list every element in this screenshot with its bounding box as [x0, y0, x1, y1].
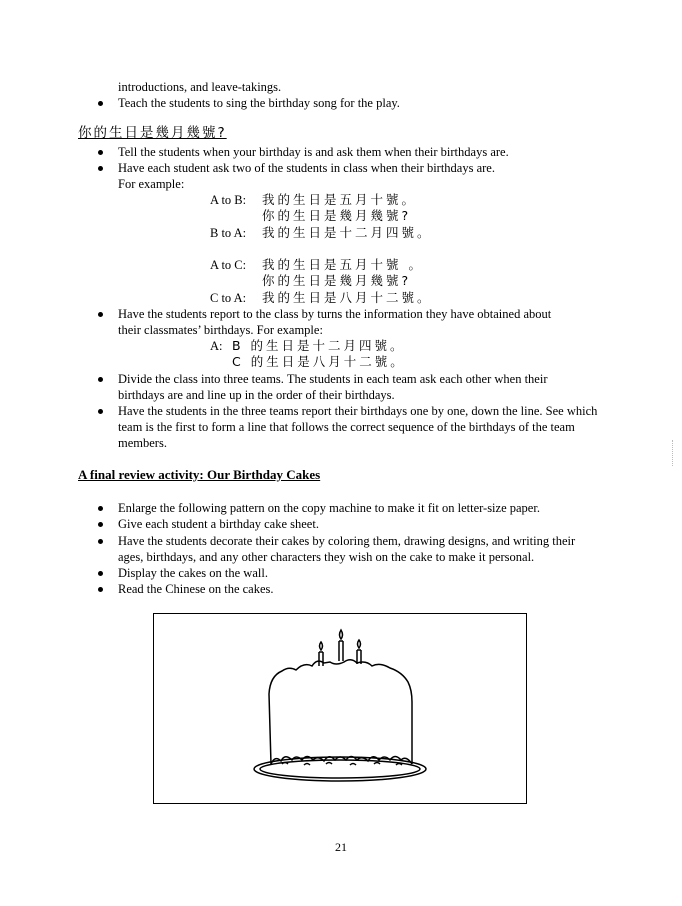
dialog-line: C 的生日是八月十二號。: [232, 354, 406, 369]
dialog-speaker: A:: [210, 339, 223, 353]
dialog-speaker: A to C:: [210, 258, 247, 272]
bullet-icon: [98, 150, 103, 155]
margin-mark: [672, 440, 679, 466]
list-item-text: Display the cakes on the wall.: [118, 566, 268, 580]
dialog-line: 我的生日是十二月四號。: [262, 225, 433, 240]
bullet-icon: [98, 312, 103, 317]
bullet-icon: [98, 101, 103, 106]
page-number: 21: [335, 840, 347, 854]
dialog-line: 你的生日是幾月幾號?: [262, 273, 412, 288]
bullet-icon: [98, 506, 103, 511]
list-item-text: Divide the class into three teams. The students in each team ask each other when their birthdays are and line up in the order of their birthdays.: [118, 372, 548, 402]
birthday-cake-icon: [154, 614, 526, 803]
bullet-icon: [98, 377, 103, 382]
dialog-speaker: C to A:: [210, 291, 247, 305]
dialog-line: 你的生日是幾月幾號?: [262, 208, 412, 223]
dialog-line: 我的生日是五月十號 。: [262, 257, 424, 272]
list-item-text: Tell the students when your birthday is and ask them when their birthdays are.: [118, 145, 509, 159]
list-item-text: Have the students in the three teams report their birthdays one by one, down the line. See which team is the first to form a line that follows the correct sequence of the birthdays of the team members.: [118, 404, 598, 450]
dialog-line: 我的生日是八月十二號。: [262, 290, 433, 305]
illustration-frame: [153, 613, 527, 804]
list-item-text: Have each student ask two of the students in class when their birthdays are.: [118, 161, 495, 175]
bullet-icon: [98, 522, 103, 527]
bullet-icon: [98, 409, 103, 414]
dialog-line: 我的生日是五月十號。: [262, 192, 418, 207]
for-example-label: For example:: [118, 177, 185, 191]
dialog-speaker: B to A:: [210, 226, 247, 240]
list-item-text: Give each student a birthday cake sheet.: [118, 517, 319, 531]
list-item-text: Teach the students to sing the birthday song for the play.: [118, 96, 400, 110]
bullet-icon: [98, 539, 103, 544]
list-item-text: Enlarge the following pattern on the copy machine to make it fit on letter-size paper.: [118, 501, 540, 515]
dialog-speaker: A to B:: [210, 193, 247, 207]
continued-text: introductions, and leave-takings.: [118, 80, 282, 94]
list-item-text: Read the Chinese on the cakes.: [118, 582, 274, 596]
dialog-line: B 的生日是十二月四號。: [232, 338, 406, 353]
section-heading: A final review activity: Our Birthday Cakes: [78, 467, 321, 482]
bullet-icon: [98, 571, 103, 576]
section-title-chinese: 你的生日是幾月幾號?: [78, 125, 227, 141]
bullet-icon: [98, 587, 103, 592]
list-item-text: their classmates’ birthdays. For example:: [118, 323, 323, 337]
list-item-text: Have the students report to the class by turns the information they have obtained about: [118, 307, 552, 321]
list-item-text: Have the students decorate their cakes by coloring them, drawing designs, and writing their ages, birthdays, and any other characters they wish on the cake to make it personal.: [118, 534, 576, 564]
bullet-icon: [98, 166, 103, 171]
